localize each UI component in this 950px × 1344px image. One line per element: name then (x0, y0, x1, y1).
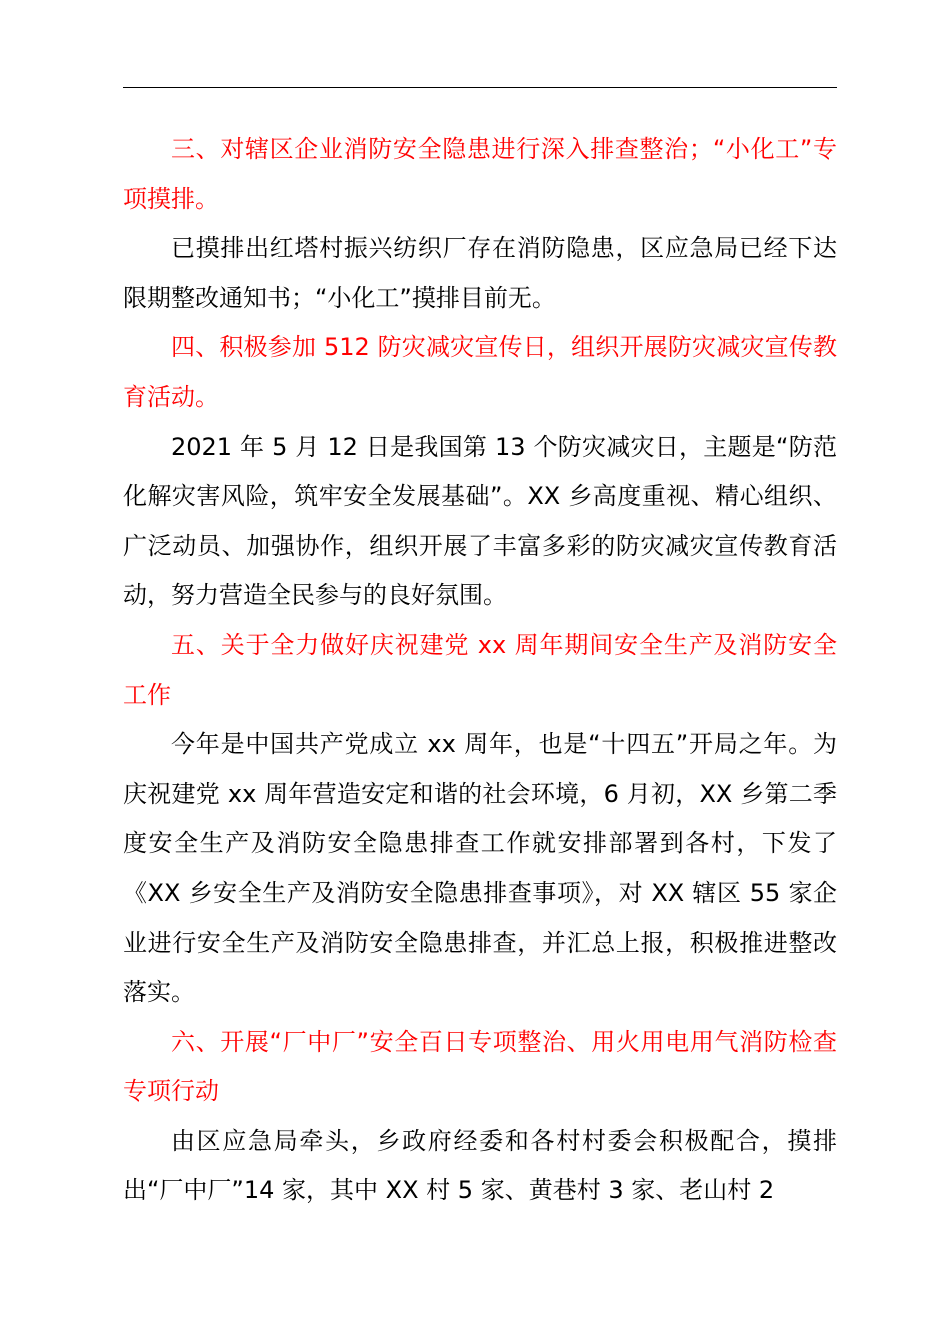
section-heading-4: 四、积极参加 512 防灾减灾宣传日，组织开展防灾减灾宣传教育活动。 (123, 333, 837, 411)
document-body (123, 125, 837, 1216)
section-body-3: 已摸排出红塔村振兴纺织厂存在消防隐患，区应急局已经下达限期整改通知书；“小化工”摸排目前无。 (123, 234, 837, 312)
section-heading-5: 五、关于全力做好庆祝建党 xx 周年期间安全生产及消防安全工作 (123, 630, 837, 709)
section-body-6: 由区应急局牵头，乡政府经委和各村村委会积极配合，摸排出“厂中厂”14 家，其中 XX 村 5 家、黄巷村 3 家、老山村 2 (123, 1126, 837, 1205)
section-body-5: 今年是中国共产党成立 xx 周年，也是“十四五”开局之年。为庆祝建党 xx 周年营造安定和谐的社会环境，6 月初，XX 乡第二季度安全生产及消防安全隐患排查工作就安排部署到各村，下发了《XX 乡安全生产及消防安全隐患排查事项》，对 XX 辖区 55 家企业进行安全生产及消防安全隐患排查，并汇总上报，积极推进整改落实。 (123, 730, 837, 1007)
header-rule (123, 87, 837, 88)
section-body-4: 2021 年 5 月 12 日是我国第 13 个防灾减灾日，主题是“防范化解灾害风险，筑牢安全发展基础”。XX 乡高度重视、精心组织、广泛动员、加强协作，组织开展了丰富多彩的防灾减灾宣传教育活动，努力营造全民参与的良好氛围。 (123, 432, 837, 610)
section-heading-3: 三、对辖区企业消防安全隐患进行深入排查整治；“小化工”专项摸排。 (123, 135, 837, 213)
section-heading-6: 六、开展“厂中厂”安全百日专项整治、用火用电用气消防检查专项行动 (123, 1027, 837, 1106)
